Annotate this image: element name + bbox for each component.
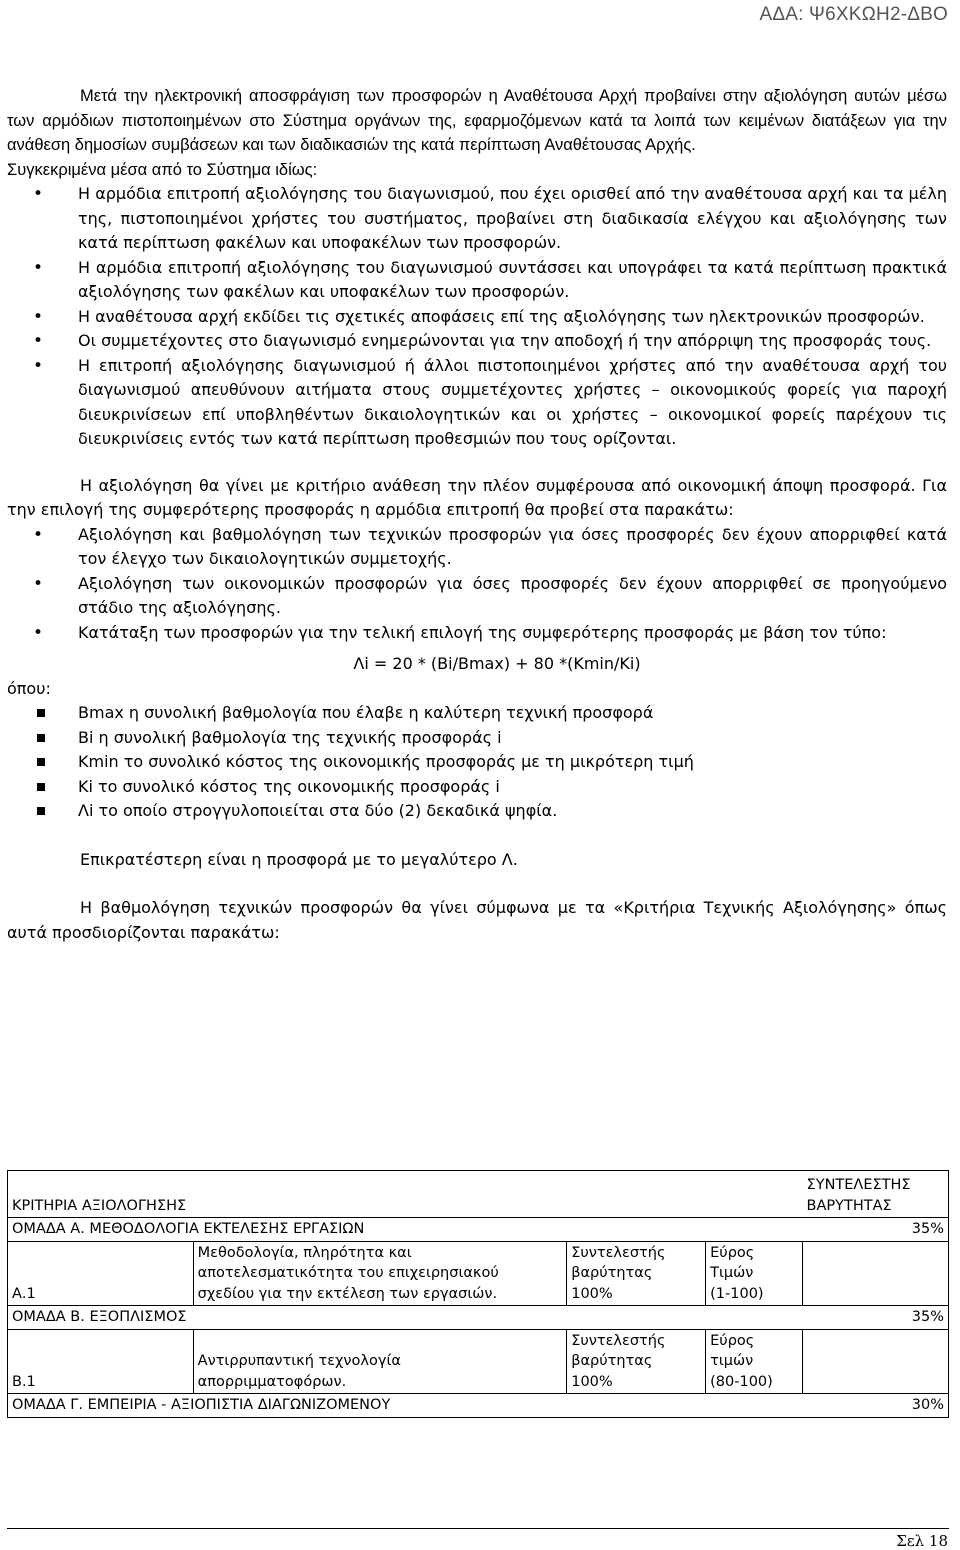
intro-paragraph: Μετά την ηλεκτρονική αποσφράγιση των προσφορών η Αναθέτουσα Αρχή προβαίνει στην αξιολόγηση αυτών μέσω των αρμόδιων πιστοποιημένων στο Σύστημα οργάνων της, εφαρμοζόμενων κατά τα λοιπά των κειμένων διατάξεων για την ανάθεση δημοσίων συμβάσεων και των διαδικασιών της κατά περίπτωση Αναθέτουσας Αρχής. [7, 87, 947, 154]
footer-divider [7, 1528, 949, 1529]
row-description [193, 1241, 567, 1306]
desc-line: Αντιρρυπαντική τεχνολογία [197, 1353, 401, 1369]
group-c-weight: 30% [803, 1394, 949, 1418]
desc-line: απορριμματοφόρων. [197, 1373, 347, 1390]
coef-line: 100% [571, 1373, 613, 1390]
coef-line: 100% [571, 1285, 613, 1302]
coef-line: Συντελεστής [571, 1332, 666, 1349]
list-item: • Η αναθέτουσα αρχή εκδίδει τις σχετικές αποφάσεις επί της αξιολόγησης των ηλεκτρονικών προσφορών. [7, 305, 947, 330]
table-header-row [8, 1171, 949, 1218]
header-weight-line: ΣΥΝΤΕΛΕΣΤΗΣ [806, 1177, 911, 1193]
formula: Λi = 20 * (Bi/Bmax) + 80 *(Kmin/Ki) [353, 654, 641, 673]
table-row [8, 1394, 949, 1418]
list-item: • Η αρμόδια επιτροπή αξιολόγησης του διαγωνισμού, που έχει ορισθεί από την αναθέτουσα αρχή και τα μέλη της, πιστοποιημένοι χρήστες του συστήματος, προβαίνει στη διαδικασία ελέγχου και αξιολόγησης των κατά περίπτωση φακέλων και υποφακέλων των προσφορών. [7, 182, 947, 256]
list-item: Λi το οποίο στρογγυλοποιείται στα δύο (2) δεκαδικά ψηφία. [7, 799, 947, 824]
group-a-label: ΟΜΑΔΑ Α. ΜΕΘΟΔΟΛΟΓΙΑ ΕΚΤΕΛΕΣΗΣ ΕΡΓΑΣΙΩΝ [8, 1218, 803, 1242]
list-item: • Αξιολόγηση και βαθμολόγηση των τεχνικών προσφορών για όσες προσφορές δεν έχουν απορριφθεί κατά τον έλεγχο των δικαιολογητικών συμμετοχής. [7, 523, 947, 572]
coef-line: Συντελεστής [571, 1244, 666, 1261]
header-weight-line: ΒΑΡΥΤΗΤΑΣ [806, 1197, 892, 1214]
table-row [8, 1241, 949, 1306]
group-b-label: ΟΜΑΔΑ Β. ΕΞΟΠΛΙΣΜΟΣ [8, 1306, 803, 1330]
list-item: Kmin το συνολικό κόστος της οικονομικής προσφοράς με τη μικρότερη τιμή [7, 750, 947, 775]
prevail-paragraph: Επικρατέστερη είναι η προσφορά με το μεγαλύτερο Λ. [80, 849, 518, 869]
row-code: Β.1 [8, 1329, 194, 1394]
list-item: • Οι συμμετέχοντες στο διαγωνισμό ενημερώνονται για την αποδοχή ή την απόρριψη της προσφοράς τους. [7, 329, 947, 354]
procedure-list [7, 182, 947, 452]
range-line: τιμών [710, 1353, 754, 1369]
group-a-weight: 35% [803, 1218, 949, 1242]
coef-line: βαρύτητας [571, 1265, 653, 1281]
list-item: • Αξιολόγηση των οικονομικών προσφορών για όσες προσφορές δεν έχουν απορριφθεί σε προηγούμενο στάδιο της αξιολόγησης. [7, 572, 947, 621]
desc-line: Μεθοδολογία, πληρότητα και [197, 1244, 412, 1261]
row-coefficient [567, 1241, 706, 1306]
row-range [706, 1241, 803, 1306]
range-line: Εύρος [710, 1332, 755, 1349]
header-weight [803, 1171, 949, 1218]
range-line: Τιμών [710, 1265, 754, 1281]
table-row [8, 1329, 949, 1394]
list-item: Bmax η συνολική βαθμολογία που έλαβε η καλύτερη τεχνική προσφορά [7, 701, 947, 726]
row-empty [803, 1329, 949, 1394]
list-item: Bi η συνολική βαθμολογία της τεχνικής προσφοράς i [7, 726, 947, 751]
list-item: • Η αρμόδια επιτροπή αξιολόγησης του διαγωνισμού συντάσσει και υπογράφει τα κατά περίπτωση πρακτικά αξιολόγησης των φακέλων και υποφακέλων των προσφορών. [7, 256, 947, 305]
group-b-weight: 35% [803, 1306, 949, 1330]
desc-line: αποτελεσματικότητα του επιχειρησιακού [197, 1265, 499, 1281]
coef-line: βαρύτητας [571, 1353, 653, 1369]
scoring-paragraph: Η βαθμολόγηση τεχνικών προσφορών θα γίνει σύμφωνα με τα «Κριτήρια Τεχνικής Αξιολόγησης» όπως αυτά προσδιορίζονται παρακάτω: [7, 898, 947, 942]
evaluation-steps-list [7, 523, 947, 646]
definitions-list [7, 701, 947, 824]
row-empty [803, 1241, 949, 1306]
row-range [706, 1329, 803, 1394]
group-c-label: ΟΜΑΔΑ Γ. ΕΜΠΕΙΡΙΑ - ΑΞΙΟΠΙΣΤΙΑ ΔΙΑΓΩΝΙΖΟΜΕΝΟΥ [8, 1394, 803, 1418]
row-coefficient [567, 1329, 706, 1394]
range-line: (1-100) [710, 1285, 764, 1302]
document-body [7, 84, 947, 945]
table-row [8, 1218, 949, 1242]
page-number: Σελ 18 [896, 1532, 948, 1550]
list-item: • Κατάταξη των προσφορών για την τελική επιλογή της συμφερότερης προσφοράς με βάση τον τύπο: [7, 621, 947, 646]
row-code: Α.1 [8, 1241, 194, 1306]
row-description [193, 1329, 567, 1394]
range-line: Εύρος [710, 1244, 755, 1261]
range-line: (80-100) [710, 1373, 773, 1390]
ada-code: ΑΔΑ: Ψ6ΧΚΩΗ2-ΔΒΟ [759, 4, 948, 25]
desc-line: σχεδίου για την εκτέλεση των εργασιών. [197, 1285, 498, 1302]
criteria-table [7, 1170, 949, 1418]
criterion-paragraph: Η αξιολόγηση θα γίνει με κριτήριο ανάθεση την πλέον συμφέρουσα από οικονομική άποψη προσφορά. Για την επιλογή της συμφερότερης προσφοράς η αρμόδια επιτροπή θα προβεί στα παρακάτω: [7, 475, 947, 519]
header-criteria: ΚΡΙΤΗΡΙΑ ΑΞΙΟΛΟΓΗΣΗΣ [8, 1171, 803, 1218]
list-item: • Η επιτροπή αξιολόγησης διαγωνισμού ή άλλοι πιστοποιημένοι χρήστες από την αναθέτουσα αρχή του διαγωνισμού απευθύνουν αιτήματα στους συμμετέχοντες χρήστες – οικονομικούς φορείς για παροχή διευκρινίσεων επί υποβληθέντων δικαιολογητικών και οι χρήστες – οικονομικοί φορείς παρέχουν τις διευκρινίσεις εντός των κατά περίπτωση προθεσμιών που τους ορίζονται. [7, 354, 947, 452]
where-label: όπου: [7, 678, 51, 698]
list-item: Ki το συνολικό κόστος της οικονομικής προσφοράς i [7, 775, 947, 800]
specifically-line: Συγκεκριμένα μέσα από το Σύστημα ιδίως: [7, 160, 318, 179]
table-row [8, 1306, 949, 1330]
